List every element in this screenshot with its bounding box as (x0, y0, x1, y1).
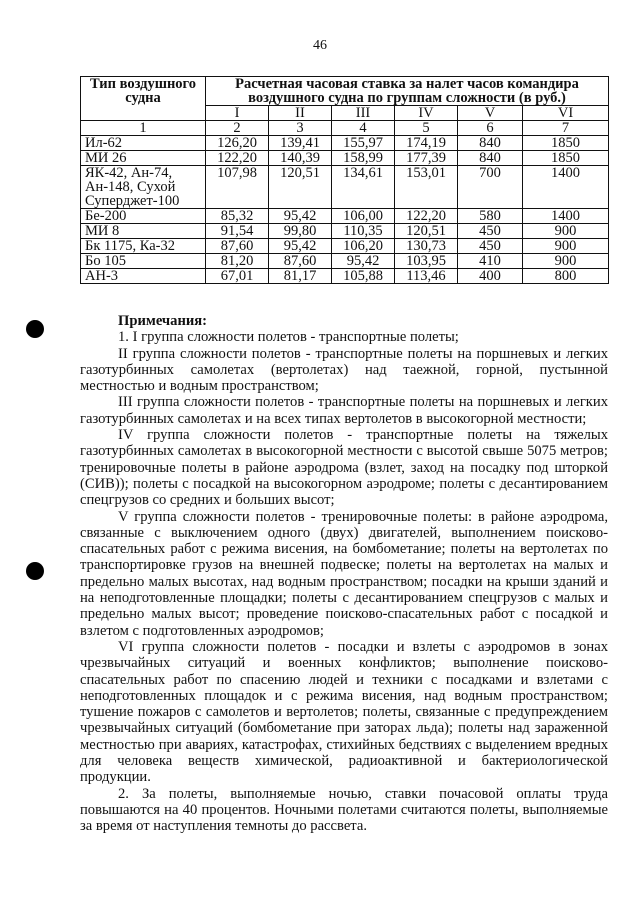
rate-cell: 95,42 (269, 239, 332, 254)
rate-cell: 106,00 (332, 209, 395, 224)
rate-cell: 95,42 (332, 254, 395, 269)
column-number: 3 (269, 121, 332, 136)
rate-cell: 120,51 (269, 166, 332, 209)
rate-cell: 400 (458, 269, 523, 284)
note-paragraph: IV группа сложности полетов - транспортные полеты на тяжелых газотурбинных самолетах в высокогорной местности с высотой свыше 5075 метров; тренировочные полеты в районе аэродрома (взлет, заход на посадку под шторкой (СИВ)); полеты с посадкой на высокогорном аэродроме; полеты с десантированием спецгрузов со средних и больших высот; (80, 427, 608, 509)
rate-cell: 410 (458, 254, 523, 269)
rate-cell: 122,20 (206, 151, 269, 166)
rate-cell: 1400 (523, 209, 609, 224)
aircraft-type-cell: МИ 26 (81, 151, 206, 166)
group-label: III (332, 106, 395, 121)
notes-section (80, 313, 608, 835)
rate-cell: 700 (458, 166, 523, 209)
table-row (81, 166, 609, 209)
column-number: 4 (332, 121, 395, 136)
rate-cell: 134,61 (332, 166, 395, 209)
group-label: IV (395, 106, 458, 121)
note-paragraph: III группа сложности полетов - транспортные полеты на поршневых и легких газотурбинных самолетах и на всех типах вертолетов в высокогорной местности; (80, 394, 608, 427)
rate-cell: 1850 (523, 136, 609, 151)
column-number: 6 (458, 121, 523, 136)
rate-cell: 900 (523, 239, 609, 254)
punch-hole (26, 320, 44, 338)
rate-cell: 99,80 (269, 224, 332, 239)
page-number: 46 (313, 38, 327, 53)
rate-cell: 153,01 (395, 166, 458, 209)
rate-cell: 158,99 (332, 151, 395, 166)
table-row (81, 239, 609, 254)
rate-cell: 800 (523, 269, 609, 284)
column-number: 1 (81, 121, 206, 136)
rate-cell: 900 (523, 224, 609, 239)
rate-cell: 139,41 (269, 136, 332, 151)
table-row (81, 209, 609, 224)
note-paragraph: II группа сложности полетов - транспортные полеты на поршневых и легких газотурбинных самолетах (вертолетах) над таежной, горной, пустынной местностью и водным пространством; (80, 345, 608, 395)
punch-hole (26, 562, 44, 580)
rate-cell: 120,51 (395, 224, 458, 239)
table-row (81, 254, 609, 269)
rate-cell: 110,35 (332, 224, 395, 239)
rate-cell: 840 (458, 151, 523, 166)
rate-cell: 103,95 (395, 254, 458, 269)
rate-cell: 900 (523, 254, 609, 269)
rate-cell: 107,98 (206, 166, 269, 209)
note-paragraph: V группа сложности полетов - тренировочные полеты: в районе аэродрома, связанные с выключением одного (двух) двигателей, выполнением поисково-спасательных работ с режима висения, на бомбометание; полеты на вертолетах по транспортировке грузов на внешней подвеске; полеты на вертолетах на малых и предельно малых высотах, над водным пространством; посадки на крыши зданий и на неподготовленные площадки; полеты с десантированием спецгрузов с малых и предельно малых высот; проведение поисково-спасательных работ с посадкой и взлетом с подготовленных аэродромов; (80, 508, 608, 639)
rate-cell: 105,88 (332, 269, 395, 284)
table-row (81, 269, 609, 284)
group-label: II (269, 106, 332, 121)
aircraft-type-cell: Бк 1175, Ка-32 (81, 239, 206, 254)
rate-cell: 130,73 (395, 239, 458, 254)
aircraft-type-cell: Бе-200 (81, 209, 206, 224)
table-row (81, 151, 609, 166)
rates-table (80, 76, 609, 284)
note-paragraph: VI группа сложности полетов - посадки и взлеты с аэродромов в зонах чрезвычайных ситуаций и военных конфликтов; выполнение поисково-спасательных работ по спасению людей и техники с посадками и взлетами с неподготовленных площадок и с режима висения, над водным пространством; тушение пожаров с самолетов и вертолетов; полеты, связанные с предупреждением чрезвычайных ситуаций (бомбометание при заторах льда); полеты над зараженной местностью при авариях, катастрофах, стихийных бедствиях с выделением вредных для человека веществ химической, радиоактивной и бактериологической продукции. (80, 638, 608, 786)
aircraft-type-cell: ЯК-42, Ан-74, Ан-148, Сухой Суперджет-100 (81, 166, 206, 209)
header-rate: Расчетная часовая ставка за налет часов командира воздушного судна по группам сложности (в руб.) (206, 77, 609, 106)
rates-table-body (81, 136, 609, 284)
rate-cell: 113,46 (395, 269, 458, 284)
rate-cell: 122,20 (395, 209, 458, 224)
group-label: V (458, 106, 523, 121)
rate-cell: 177,39 (395, 151, 458, 166)
rate-cell: 140,39 (269, 151, 332, 166)
rate-cell: 81,20 (206, 254, 269, 269)
rate-cell: 95,42 (269, 209, 332, 224)
aircraft-type-cell: АН-3 (81, 269, 206, 284)
rate-cell: 81,17 (269, 269, 332, 284)
rate-cell: 87,60 (269, 254, 332, 269)
note-paragraph: 2. За полеты, выполняемые ночью, ставки почасовой оплаты труда повышаются на 40 процентов. Ночными полетами считаются полеты, выполняемые за время от наступления темноты до рассвета. (80, 785, 608, 835)
rate-cell: 450 (458, 224, 523, 239)
table-row (81, 224, 609, 239)
group-label: I (206, 106, 269, 121)
rate-cell: 126,20 (206, 136, 269, 151)
notes-paragraphs (80, 329, 608, 834)
rate-cell: 174,19 (395, 136, 458, 151)
rate-cell: 91,54 (206, 224, 269, 239)
note-paragraph: 1. I группа сложности полетов - транспортные полеты; (118, 329, 459, 346)
rate-cell: 155,97 (332, 136, 395, 151)
rate-cell: 450 (458, 239, 523, 254)
rate-cell: 1850 (523, 151, 609, 166)
column-number: 2 (206, 121, 269, 136)
rate-cell: 580 (458, 209, 523, 224)
header-aircraft-type: Тип воздушного судна (81, 77, 206, 121)
group-label: VI (523, 106, 609, 121)
aircraft-type-cell: МИ 8 (81, 224, 206, 239)
rate-cell: 1400 (523, 166, 609, 209)
aircraft-type-cell: Бо 105 (81, 254, 206, 269)
table-row (81, 136, 609, 151)
rate-cell: 106,20 (332, 239, 395, 254)
rate-cell: 67,01 (206, 269, 269, 284)
column-number-row (81, 121, 609, 136)
aircraft-type-cell: Ил-62 (81, 136, 206, 151)
notes-title: Примечания: (118, 313, 208, 329)
rate-cell: 85,32 (206, 209, 269, 224)
column-number: 7 (523, 121, 609, 136)
column-number: 5 (395, 121, 458, 136)
rate-cell: 87,60 (206, 239, 269, 254)
rate-cell: 840 (458, 136, 523, 151)
